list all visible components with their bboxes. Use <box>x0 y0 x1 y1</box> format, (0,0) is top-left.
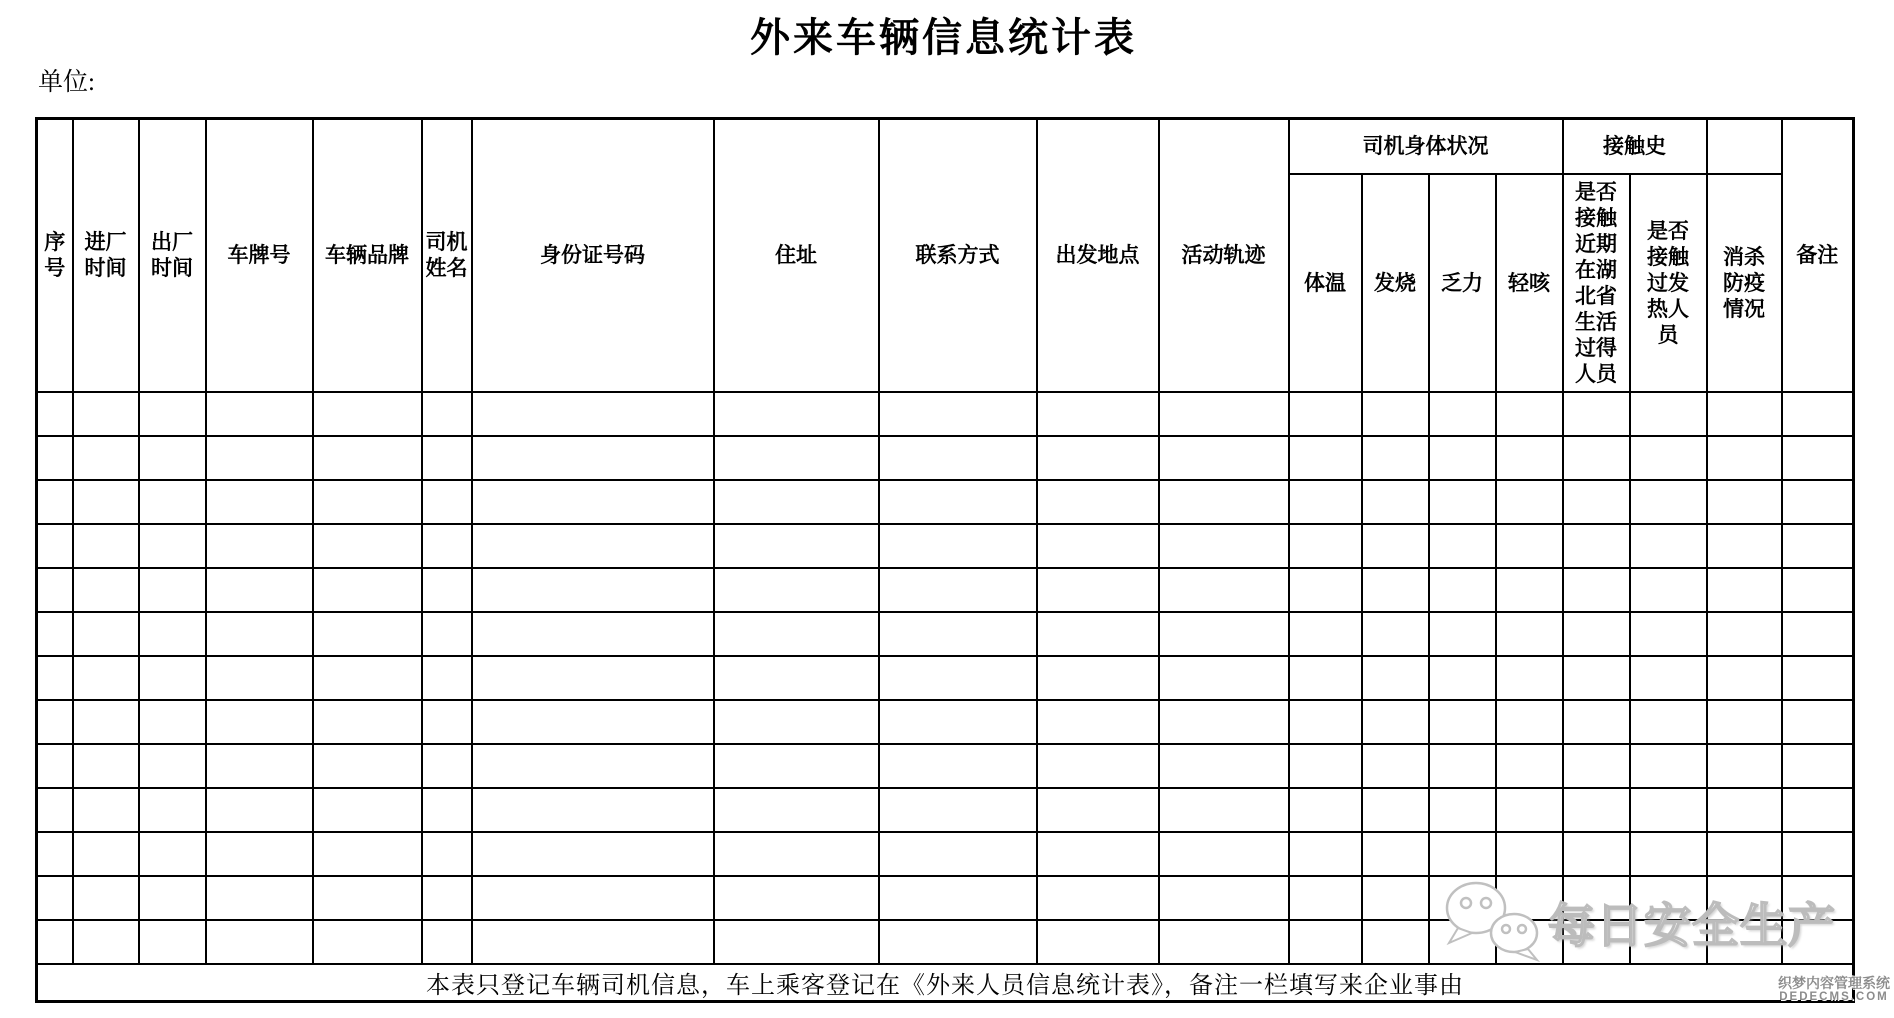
body-cell <box>1496 612 1563 656</box>
body-cell <box>1289 876 1362 920</box>
body-cell <box>1496 832 1563 876</box>
table-row <box>37 524 1854 568</box>
body-cell <box>714 568 879 612</box>
body-cell <box>206 392 313 436</box>
body-cell <box>1563 656 1630 700</box>
body-cell <box>1429 436 1496 480</box>
body-cell <box>73 744 139 788</box>
body-cell <box>422 612 472 656</box>
body-cell <box>313 392 422 436</box>
body-cell <box>714 876 879 920</box>
body-cell <box>879 480 1037 524</box>
body-cell <box>1362 612 1429 656</box>
table-row <box>37 480 1854 524</box>
col-header-serial-number: 序号 <box>37 119 73 392</box>
body-cell <box>37 524 73 568</box>
body-cell <box>1496 920 1563 964</box>
body-cell <box>472 568 714 612</box>
body-cell <box>1782 700 1854 744</box>
cms-name-text: 织梦内容管理系统 <box>1778 975 1890 991</box>
body-cell <box>1630 568 1707 612</box>
body-cell <box>1782 832 1854 876</box>
body-cell <box>1362 480 1429 524</box>
unit-label: 单位: <box>38 69 95 96</box>
body-cell <box>1037 436 1159 480</box>
body-cell <box>714 744 879 788</box>
body-cell <box>714 700 879 744</box>
body-cell <box>1630 920 1707 964</box>
body-cell <box>879 568 1037 612</box>
body-cell <box>1563 480 1630 524</box>
body-cell <box>1362 876 1429 920</box>
body-cell <box>206 656 313 700</box>
col-header-vehicle-brand: 车辆品牌 <box>313 119 422 392</box>
body-cell <box>1707 788 1782 832</box>
body-cell <box>313 700 422 744</box>
body-cell <box>1159 392 1289 436</box>
body-cell <box>37 656 73 700</box>
body-cell <box>1429 920 1496 964</box>
body-cell <box>714 480 879 524</box>
col-header-remarks: 备注 <box>1782 119 1854 392</box>
body-cell <box>1707 436 1782 480</box>
body-cell <box>1159 524 1289 568</box>
body-cell <box>206 436 313 480</box>
body-cell <box>1037 480 1159 524</box>
body-cell <box>422 436 472 480</box>
body-cell <box>1429 700 1496 744</box>
col-header-contacted-fever-person: 是否接触过发热人员 <box>1630 174 1707 392</box>
page-title: 外来车辆信息统计表 <box>750 15 1137 60</box>
body-cell <box>73 832 139 876</box>
body-cell <box>1037 788 1159 832</box>
body-cell <box>1429 832 1496 876</box>
body-cell <box>1289 524 1362 568</box>
body-cell <box>879 876 1037 920</box>
col-header-entry-time: 进厂时间 <box>73 119 139 392</box>
table-footer <box>37 964 1854 1002</box>
body-cell <box>879 700 1037 744</box>
body-cell <box>472 656 714 700</box>
body-cell <box>37 920 73 964</box>
table-row <box>37 568 1854 612</box>
col-header-fatigue: 乏力 <box>1429 174 1496 392</box>
table-row <box>37 744 1854 788</box>
cms-watermark <box>1778 975 1890 1004</box>
body-cell <box>37 744 73 788</box>
body-cell <box>206 480 313 524</box>
body-cell <box>1429 876 1496 920</box>
body-cell <box>1159 436 1289 480</box>
body-cell <box>1496 876 1563 920</box>
header-group-row <box>37 119 1854 174</box>
body-cell <box>1429 480 1496 524</box>
col-header-fever: 发烧 <box>1362 174 1429 392</box>
body-cell <box>714 832 879 876</box>
body-cell <box>422 744 472 788</box>
body-cell <box>73 392 139 436</box>
body-cell <box>1563 524 1630 568</box>
table-row <box>37 612 1854 656</box>
body-cell <box>1159 612 1289 656</box>
table-row <box>37 876 1854 920</box>
body-cell <box>1037 832 1159 876</box>
body-cell <box>139 612 206 656</box>
body-cell <box>1496 392 1563 436</box>
body-cell <box>1496 524 1563 568</box>
body-cell <box>472 524 714 568</box>
body-cell <box>1159 480 1289 524</box>
body-cell <box>1782 788 1854 832</box>
body-cell <box>73 436 139 480</box>
body-cell <box>422 920 472 964</box>
body-cell <box>1563 612 1630 656</box>
body-cell <box>73 480 139 524</box>
col-header-contact: 联系方式 <box>879 119 1037 392</box>
body-cell <box>1159 832 1289 876</box>
body-cell <box>714 524 879 568</box>
body-cell <box>206 744 313 788</box>
body-cell <box>1159 656 1289 700</box>
body-cell <box>73 656 139 700</box>
vehicle-info-table <box>35 117 1855 1003</box>
body-cell <box>1289 436 1362 480</box>
body-cell <box>73 876 139 920</box>
body-cell <box>714 436 879 480</box>
body-cell <box>206 920 313 964</box>
body-cell <box>1362 568 1429 612</box>
body-cell <box>139 436 206 480</box>
body-cell <box>1563 832 1630 876</box>
body-cell <box>206 568 313 612</box>
body-cell <box>472 744 714 788</box>
group-header-contact-history: 接触史 <box>1563 119 1707 174</box>
body-cell <box>1563 788 1630 832</box>
body-cell <box>1362 832 1429 876</box>
body-cell <box>73 612 139 656</box>
body-cell <box>206 700 313 744</box>
body-cell <box>1429 392 1496 436</box>
body-cell <box>472 612 714 656</box>
body-cell <box>1782 480 1854 524</box>
cms-domain-text: DEDECMS.COM <box>1779 991 1889 1004</box>
body-cell <box>1362 524 1429 568</box>
body-cell <box>1707 832 1782 876</box>
col-header-activity-track: 活动轨迹 <box>1159 119 1289 392</box>
body-cell <box>1159 788 1289 832</box>
body-cell <box>37 700 73 744</box>
body-cell <box>1362 656 1429 700</box>
body-cell <box>1159 700 1289 744</box>
body-cell <box>714 612 879 656</box>
body-cell <box>1782 524 1854 568</box>
body-cell <box>139 480 206 524</box>
body-cell <box>1429 524 1496 568</box>
body-cell <box>1563 876 1630 920</box>
body-cell <box>879 524 1037 568</box>
body-cell <box>313 612 422 656</box>
body-cell <box>714 656 879 700</box>
body-cell <box>714 392 879 436</box>
body-cell <box>1782 656 1854 700</box>
body-cell <box>472 436 714 480</box>
body-cell <box>37 436 73 480</box>
body-cell <box>714 788 879 832</box>
body-cell <box>37 392 73 436</box>
body-cell <box>1630 480 1707 524</box>
body-cell <box>313 524 422 568</box>
body-cell <box>472 392 714 436</box>
group-header-driver-health: 司机身体状况 <box>1289 119 1563 174</box>
body-cell <box>422 392 472 436</box>
table-row <box>37 832 1854 876</box>
body-cell <box>139 876 206 920</box>
body-cell <box>139 568 206 612</box>
col-header-contacted-hubei-resident: 是否接触近期在湖北省生活过得人员 <box>1563 174 1630 392</box>
body-cell <box>1707 480 1782 524</box>
body-cell <box>1159 568 1289 612</box>
table-row <box>37 436 1854 480</box>
body-cell <box>73 524 139 568</box>
body-cell <box>1362 436 1429 480</box>
body-cell <box>1037 876 1159 920</box>
body-cell <box>313 436 422 480</box>
body-cell <box>139 524 206 568</box>
col-header-plate-number: 车牌号 <box>206 119 313 392</box>
body-cell <box>313 656 422 700</box>
body-cell <box>37 568 73 612</box>
body-cell <box>1289 612 1362 656</box>
body-cell <box>1289 700 1362 744</box>
body-cell <box>1630 744 1707 788</box>
body-cell <box>422 524 472 568</box>
body-cell <box>1782 920 1854 964</box>
col-header-temperature: 体温 <box>1289 174 1362 392</box>
col-header-driver-name: 司机姓名 <box>422 119 472 392</box>
body-cell <box>879 920 1037 964</box>
body-cell <box>37 788 73 832</box>
body-cell <box>1429 568 1496 612</box>
body-cell <box>73 568 139 612</box>
body-cell <box>1362 700 1429 744</box>
table-header <box>37 119 1854 392</box>
body-cell <box>1037 568 1159 612</box>
body-cell <box>1429 656 1496 700</box>
body-cell <box>1630 832 1707 876</box>
body-cell <box>139 788 206 832</box>
footer-note-row <box>37 964 1854 1002</box>
body-cell <box>1707 744 1782 788</box>
body-cell <box>1496 788 1563 832</box>
table-row <box>37 788 1854 832</box>
body-cell <box>139 920 206 964</box>
body-cell <box>206 524 313 568</box>
body-cell <box>1630 392 1707 436</box>
body-cell <box>1707 876 1782 920</box>
body-cell <box>73 700 139 744</box>
body-cell <box>879 612 1037 656</box>
body-cell <box>37 876 73 920</box>
body-cell <box>714 920 879 964</box>
body-cell <box>1563 700 1630 744</box>
body-cell <box>73 920 139 964</box>
body-cell <box>1362 920 1429 964</box>
body-cell <box>1037 920 1159 964</box>
body-cell <box>1037 392 1159 436</box>
body-cell <box>1707 568 1782 612</box>
body-cell <box>1289 480 1362 524</box>
body-cell <box>1496 436 1563 480</box>
body-cell <box>206 876 313 920</box>
body-cell <box>1496 744 1563 788</box>
body-cell <box>1707 524 1782 568</box>
table-row <box>37 656 1854 700</box>
body-cell <box>1037 744 1159 788</box>
body-cell <box>1037 656 1159 700</box>
body-cell <box>313 788 422 832</box>
body-cell <box>1037 612 1159 656</box>
col-header-disinfection-status: 消杀防疫情况 <box>1707 174 1782 392</box>
body-cell <box>1429 612 1496 656</box>
col-header-cough: 轻咳 <box>1496 174 1563 392</box>
body-cell <box>879 788 1037 832</box>
body-cell <box>879 436 1037 480</box>
body-cell <box>1563 392 1630 436</box>
body-cell <box>472 832 714 876</box>
col-header-address: 住址 <box>714 119 879 392</box>
body-cell <box>313 876 422 920</box>
body-cell <box>1496 656 1563 700</box>
body-cell <box>313 568 422 612</box>
body-cell <box>1429 744 1496 788</box>
body-cell <box>1037 700 1159 744</box>
body-cell <box>313 480 422 524</box>
body-cell <box>37 832 73 876</box>
body-cell <box>139 832 206 876</box>
body-cell <box>1289 788 1362 832</box>
body-cell <box>879 832 1037 876</box>
body-cell <box>139 744 206 788</box>
body-cell <box>206 832 313 876</box>
body-cell <box>1563 920 1630 964</box>
body-cell <box>1707 612 1782 656</box>
body-cell <box>422 876 472 920</box>
body-cell <box>422 480 472 524</box>
body-cell <box>422 832 472 876</box>
header-spacer-cell <box>1707 119 1782 174</box>
body-cell <box>422 568 472 612</box>
body-cell <box>879 656 1037 700</box>
body-cell <box>1289 832 1362 876</box>
body-cell <box>1782 612 1854 656</box>
body-cell <box>313 832 422 876</box>
body-cell <box>1159 744 1289 788</box>
body-cell <box>1630 612 1707 656</box>
body-cell <box>1707 920 1782 964</box>
table-row <box>37 700 1854 744</box>
col-header-departure-place: 出发地点 <box>1037 119 1159 392</box>
body-cell <box>1289 744 1362 788</box>
body-cell <box>1630 436 1707 480</box>
body-cell <box>1362 788 1429 832</box>
body-cell <box>313 744 422 788</box>
footer-note: 本表只登记车辆司机信息，车上乘客登记在《外来人员信息统计表》，备注一栏填写来企业事由 <box>37 964 1854 1002</box>
body-cell <box>1782 436 1854 480</box>
body-cell <box>472 700 714 744</box>
body-cell <box>1630 876 1707 920</box>
body-cell <box>1429 788 1496 832</box>
body-cell <box>1496 480 1563 524</box>
body-cell <box>1496 568 1563 612</box>
body-cell <box>37 612 73 656</box>
body-cell <box>1289 392 1362 436</box>
body-cell <box>313 920 422 964</box>
body-cell <box>1563 436 1630 480</box>
body-cell <box>472 876 714 920</box>
body-cell <box>1362 392 1429 436</box>
body-cell <box>206 788 313 832</box>
body-cell <box>1782 876 1854 920</box>
body-cell <box>472 788 714 832</box>
table-row <box>37 392 1854 436</box>
body-cell <box>139 656 206 700</box>
body-cell <box>1707 700 1782 744</box>
body-cell <box>1563 568 1630 612</box>
body-cell <box>879 392 1037 436</box>
body-cell <box>206 612 313 656</box>
body-cell <box>422 700 472 744</box>
body-cell <box>1630 700 1707 744</box>
body-cell <box>1782 392 1854 436</box>
body-cell <box>1159 876 1289 920</box>
body-cell <box>1496 700 1563 744</box>
col-header-exit-time: 出厂时间 <box>139 119 206 392</box>
body-cell <box>1782 744 1854 788</box>
body-cell <box>879 744 1037 788</box>
body-cell <box>1707 392 1782 436</box>
body-cell <box>1289 568 1362 612</box>
body-cell <box>1630 656 1707 700</box>
body-cell <box>1159 920 1289 964</box>
body-cell <box>139 392 206 436</box>
body-cell <box>1707 656 1782 700</box>
table-row <box>37 920 1854 964</box>
body-cell <box>1362 744 1429 788</box>
body-cell <box>472 480 714 524</box>
body-cell <box>1630 788 1707 832</box>
watermark-brand-text: 每日安全生产 <box>1548 898 1836 952</box>
col-header-id-number: 身份证号码 <box>472 119 714 392</box>
body-cell <box>1782 568 1854 612</box>
body-cell <box>1037 524 1159 568</box>
body-cell <box>139 700 206 744</box>
body-cell <box>1289 920 1362 964</box>
body-cell <box>1289 656 1362 700</box>
body-cell <box>1563 744 1630 788</box>
table-body <box>37 392 1854 964</box>
body-cell <box>1630 524 1707 568</box>
body-cell <box>422 656 472 700</box>
body-cell <box>472 920 714 964</box>
body-cell <box>73 788 139 832</box>
body-cell <box>422 788 472 832</box>
body-cell <box>37 480 73 524</box>
